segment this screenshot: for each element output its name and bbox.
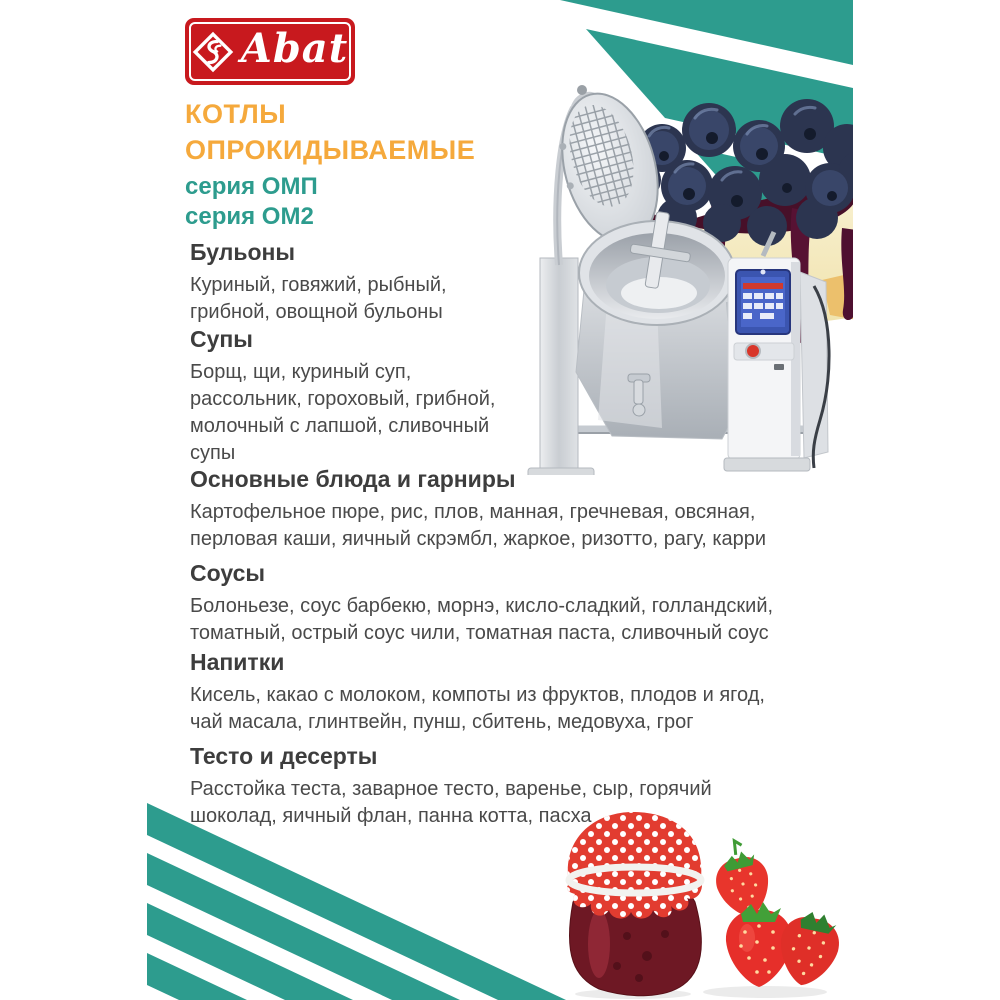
section-line: молочный с лапшой, сливочный bbox=[190, 415, 490, 437]
page-title-line2: ОПРОКИДЫВАЕМЫЕ bbox=[185, 135, 476, 165]
abat-logo-text: Abat bbox=[240, 24, 349, 72]
section-line: Болоньезе, соус барбекю, морнэ, кисло-сладкий, голландский, bbox=[190, 595, 774, 617]
abat-flame-icon bbox=[192, 31, 234, 73]
strawberries bbox=[707, 835, 845, 991]
section-main-dishes bbox=[190, 465, 766, 553]
section-line: чай масала, глинтвейн, пунш, сбитень, медовуха, грог bbox=[190, 711, 694, 733]
page-title bbox=[185, 96, 475, 168]
section-line: Борщ, щи, куриный суп, bbox=[190, 361, 412, 383]
section-header: Соусы bbox=[190, 560, 266, 586]
kettle-photo bbox=[512, 80, 853, 475]
section-broths bbox=[190, 238, 447, 326]
jam-jar-photo bbox=[547, 806, 847, 1000]
section-line: Кисель, какао с молоком, компоты из фруктов, плодов и ягод, bbox=[190, 684, 765, 706]
series-om2: серия ОМ2 bbox=[185, 203, 314, 230]
power-button bbox=[746, 344, 760, 358]
section-header: Напитки bbox=[190, 649, 285, 675]
section-line: перловая каши, яичный скрэмбл, жаркое, ризотто, рагу, карри bbox=[190, 528, 767, 550]
section-line: супы bbox=[190, 442, 236, 464]
section-header: Бульоны bbox=[190, 239, 296, 265]
page-title-line1: КОТЛЫ bbox=[185, 99, 287, 129]
abat-logo-frame bbox=[189, 22, 351, 81]
teal-stripes-bottom-left bbox=[147, 803, 566, 1000]
section-dough-desserts bbox=[190, 742, 712, 830]
section-line: Куриный, говяжий, рыбный, bbox=[190, 274, 447, 296]
series-omp: серия ОМП bbox=[185, 173, 318, 200]
section-line: Расстойка теста, заварное тесто, варенье, сыр, горячий bbox=[190, 778, 712, 800]
section-line: Картофельное пюре, рис, плов, манная, гречневая, овсяная, bbox=[190, 501, 756, 523]
section-drinks bbox=[190, 648, 765, 736]
section-line: рассольник, гороховый, грибной, bbox=[190, 388, 496, 410]
section-line: грибной, овощной бульоны bbox=[190, 301, 443, 323]
section-line: томатный, острый соус чили, томатная паста, сливочный соус bbox=[190, 622, 769, 644]
section-header: Основные блюда и гарниры bbox=[190, 466, 516, 492]
series-subtitle bbox=[185, 172, 318, 232]
abat-logo bbox=[185, 18, 355, 85]
flyer-page bbox=[147, 0, 853, 1000]
section-header: Тесто и десерты bbox=[190, 743, 378, 769]
section-sauces bbox=[190, 559, 773, 647]
control-panel bbox=[724, 258, 810, 471]
section-soups bbox=[190, 325, 495, 467]
section-header: Супы bbox=[190, 326, 253, 352]
section-line: шоколад, яичный флан, панна котта, пасха bbox=[190, 805, 592, 827]
